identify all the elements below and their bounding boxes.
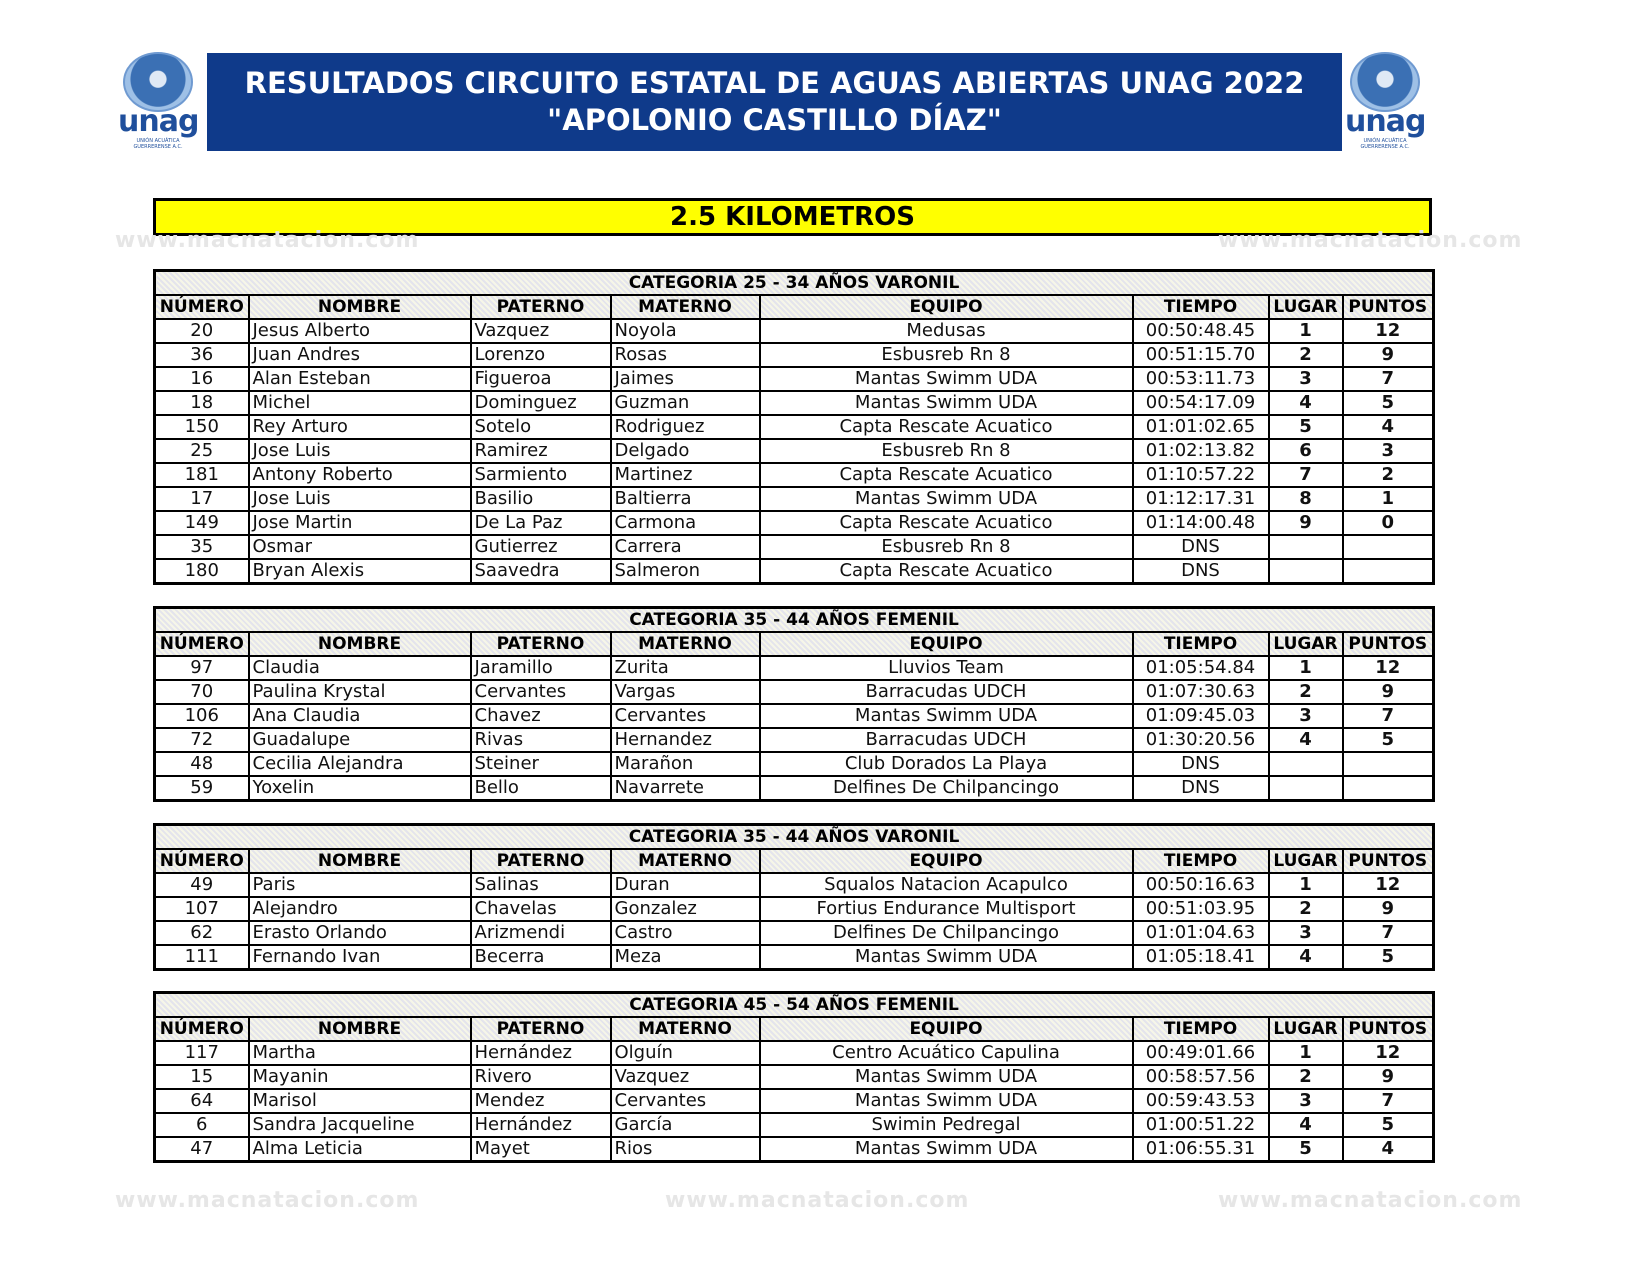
- cell-lugar: 3: [1269, 704, 1343, 728]
- cell-numero: 25: [155, 439, 249, 463]
- cell-materno: Carmona: [611, 511, 760, 535]
- results-table: [153, 269, 1435, 585]
- logo-subtext: UNIÓN ACUÁTICA GUERRERENSE A.C.: [1360, 138, 1410, 150]
- cell-numero: 6: [155, 1113, 249, 1137]
- cell-equipo: Capta Rescate Acuatico: [760, 559, 1133, 584]
- cell-paterno: Vazquez: [471, 319, 611, 343]
- watermark: www.macnatacion.com: [115, 1188, 420, 1213]
- cell-materno: Meza: [611, 945, 760, 970]
- cell-materno: Rosas: [611, 343, 760, 367]
- results-table: [153, 991, 1435, 1163]
- column-header: NOMBRE: [249, 849, 471, 873]
- cell-tiempo: DNS: [1133, 559, 1269, 584]
- cell-tiempo: DNS: [1133, 535, 1269, 559]
- cell-materno: Delgado: [611, 439, 760, 463]
- column-header: NÚMERO: [155, 1017, 249, 1041]
- cell-materno: Gonzalez: [611, 897, 760, 921]
- cell-materno: Guzman: [611, 391, 760, 415]
- cell-nombre: Ana Claudia: [249, 704, 471, 728]
- column-header: TIEMPO: [1133, 295, 1269, 319]
- cell-equipo: Capta Rescate Acuatico: [760, 463, 1133, 487]
- cell-nombre: Rey Arturo: [249, 415, 471, 439]
- table-row: [155, 776, 1434, 801]
- cell-numero: 15: [155, 1065, 249, 1089]
- column-header: PATERNO: [471, 849, 611, 873]
- cell-equipo: Club Dorados La Playa: [760, 752, 1133, 776]
- cell-lugar: 4: [1269, 728, 1343, 752]
- cell-lugar: 3: [1269, 921, 1343, 945]
- cell-materno: Zurita: [611, 656, 760, 680]
- cell-puntos: 5: [1343, 1113, 1434, 1137]
- cell-materno: Duran: [611, 873, 760, 897]
- cell-nombre: Guadalupe: [249, 728, 471, 752]
- cell-puntos: 9: [1343, 680, 1434, 704]
- cell-puntos: 9: [1343, 1065, 1434, 1089]
- cell-numero: 49: [155, 873, 249, 897]
- title-line-1: RESULTADOS CIRCUITO ESTATAL DE AGUAS ABIERTAS UNAG 2022: [244, 66, 1305, 100]
- table-row: [155, 656, 1434, 680]
- cell-nombre: Jose Luis: [249, 439, 471, 463]
- logo-text: unag: [118, 104, 199, 139]
- column-header: PUNTOS: [1343, 849, 1434, 873]
- cell-lugar: [1269, 559, 1343, 584]
- cell-tiempo: DNS: [1133, 776, 1269, 801]
- cell-equipo: Squalos Natacion Acapulco: [760, 873, 1133, 897]
- cell-tiempo: 01:30:20.56: [1133, 728, 1269, 752]
- cell-equipo: Mantas Swimm UDA: [760, 1065, 1133, 1089]
- cell-equipo: Mantas Swimm UDA: [760, 1089, 1133, 1113]
- cell-puntos: 1: [1343, 487, 1434, 511]
- cell-paterno: Mendez: [471, 1089, 611, 1113]
- cell-tiempo: 01:05:54.84: [1133, 656, 1269, 680]
- cell-puntos: [1343, 559, 1434, 584]
- cell-tiempo: 01:12:17.31: [1133, 487, 1269, 511]
- unag-logo-left: [118, 50, 198, 150]
- category-title: CATEGORIA 35 - 44 AÑOS VARONIL: [155, 825, 1434, 850]
- cell-tiempo: 01:14:00.48: [1133, 511, 1269, 535]
- column-header: TIEMPO: [1133, 632, 1269, 656]
- table-row: [155, 752, 1434, 776]
- cell-paterno: Sarmiento: [471, 463, 611, 487]
- cell-puntos: 5: [1343, 728, 1434, 752]
- column-header: PUNTOS: [1343, 1017, 1434, 1041]
- table-row: [155, 367, 1434, 391]
- cell-equipo: Mantas Swimm UDA: [760, 367, 1133, 391]
- column-header: EQUIPO: [760, 295, 1133, 319]
- cell-puntos: 2: [1343, 463, 1434, 487]
- cell-equipo: Esbusreb Rn 8: [760, 343, 1133, 367]
- table-row: [155, 1041, 1434, 1065]
- cell-equipo: Barracudas UDCH: [760, 680, 1133, 704]
- cell-tiempo: 00:58:57.56: [1133, 1065, 1269, 1089]
- cell-numero: 72: [155, 728, 249, 752]
- table-row: [155, 511, 1434, 535]
- column-header: NÚMERO: [155, 632, 249, 656]
- table-row: [155, 873, 1434, 897]
- cell-materno: Castro: [611, 921, 760, 945]
- cell-materno: García: [611, 1113, 760, 1137]
- cell-lugar: 4: [1269, 1113, 1343, 1137]
- cell-numero: 150: [155, 415, 249, 439]
- cell-numero: 181: [155, 463, 249, 487]
- column-header: LUGAR: [1269, 295, 1343, 319]
- column-header: TIEMPO: [1133, 849, 1269, 873]
- cell-paterno: Figueroa: [471, 367, 611, 391]
- cell-puntos: 7: [1343, 704, 1434, 728]
- cell-paterno: Jaramillo: [471, 656, 611, 680]
- cell-paterno: Hernández: [471, 1113, 611, 1137]
- cell-paterno: Arizmendi: [471, 921, 611, 945]
- column-header: NOMBRE: [249, 632, 471, 656]
- cell-materno: Hernandez: [611, 728, 760, 752]
- cell-materno: Rodriguez: [611, 415, 760, 439]
- cell-numero: 48: [155, 752, 249, 776]
- table-row: [155, 945, 1434, 970]
- cell-materno: Rios: [611, 1137, 760, 1162]
- cell-equipo: Delfines De Chilpancingo: [760, 776, 1133, 801]
- cell-paterno: Ramirez: [471, 439, 611, 463]
- cell-lugar: 2: [1269, 897, 1343, 921]
- cell-tiempo: 00:54:17.09: [1133, 391, 1269, 415]
- cell-tiempo: 00:51:03.95: [1133, 897, 1269, 921]
- cell-paterno: Chavelas: [471, 897, 611, 921]
- cell-equipo: Swimin Pedregal: [760, 1113, 1133, 1137]
- cell-paterno: Dominguez: [471, 391, 611, 415]
- cell-puntos: 3: [1343, 439, 1434, 463]
- cell-numero: 107: [155, 897, 249, 921]
- watermark: www.macnatacion.com: [1218, 1188, 1523, 1213]
- cell-lugar: 9: [1269, 511, 1343, 535]
- column-header: MATERNO: [611, 632, 760, 656]
- cell-lugar: 1: [1269, 319, 1343, 343]
- cell-paterno: Saavedra: [471, 559, 611, 584]
- cell-nombre: Sandra Jacqueline: [249, 1113, 471, 1137]
- unag-logo-right: [1345, 50, 1425, 150]
- cell-equipo: Mantas Swimm UDA: [760, 487, 1133, 511]
- cell-paterno: Rivero: [471, 1065, 611, 1089]
- cell-paterno: Chavez: [471, 704, 611, 728]
- cell-paterno: Hernández: [471, 1041, 611, 1065]
- cell-lugar: 1: [1269, 1041, 1343, 1065]
- table-row: [155, 391, 1434, 415]
- cell-materno: Vargas: [611, 680, 760, 704]
- globe-icon: [1350, 52, 1420, 112]
- title-line-2: "APOLONIO CASTILLO DÍAZ": [547, 103, 1002, 137]
- cell-tiempo: 01:02:13.82: [1133, 439, 1269, 463]
- cell-lugar: 2: [1269, 343, 1343, 367]
- cell-paterno: Lorenzo: [471, 343, 611, 367]
- cell-lugar: 5: [1269, 415, 1343, 439]
- cell-materno: Salmeron: [611, 559, 760, 584]
- cell-tiempo: 00:53:11.73: [1133, 367, 1269, 391]
- column-header: MATERNO: [611, 849, 760, 873]
- cell-puntos: 5: [1343, 391, 1434, 415]
- table-row: [155, 1065, 1434, 1089]
- cell-paterno: Mayet: [471, 1137, 611, 1162]
- cell-materno: Cervantes: [611, 1089, 760, 1113]
- cell-equipo: Capta Rescate Acuatico: [760, 511, 1133, 535]
- cell-numero: 70: [155, 680, 249, 704]
- cell-materno: Cervantes: [611, 704, 760, 728]
- watermark: www.macnatacion.com: [1218, 228, 1523, 253]
- cell-lugar: 1: [1269, 656, 1343, 680]
- column-header: NOMBRE: [249, 1017, 471, 1041]
- column-header: NÚMERO: [155, 295, 249, 319]
- table-row: [155, 415, 1434, 439]
- cell-numero: 17: [155, 487, 249, 511]
- cell-tiempo: 01:01:04.63: [1133, 921, 1269, 945]
- cell-puntos: 12: [1343, 656, 1434, 680]
- cell-numero: 18: [155, 391, 249, 415]
- table-row: [155, 559, 1434, 584]
- cell-equipo: Esbusreb Rn 8: [760, 535, 1133, 559]
- cell-puntos: [1343, 752, 1434, 776]
- column-header: PUNTOS: [1343, 295, 1434, 319]
- category-title: CATEGORIA 45 - 54 AÑOS FEMENIL: [155, 993, 1434, 1018]
- cell-numero: 62: [155, 921, 249, 945]
- table-row: [155, 728, 1434, 752]
- cell-numero: 64: [155, 1089, 249, 1113]
- cell-lugar: [1269, 535, 1343, 559]
- column-header: TIEMPO: [1133, 1017, 1269, 1041]
- cell-nombre: Jose Luis: [249, 487, 471, 511]
- column-header: MATERNO: [611, 295, 760, 319]
- table-row: [155, 463, 1434, 487]
- logo-subtext: UNIÓN ACUÁTICA GUERRERENSE A.C.: [133, 138, 183, 150]
- cell-equipo: Lluvios Team: [760, 656, 1133, 680]
- cell-lugar: 5: [1269, 1137, 1343, 1162]
- cell-materno: Navarrete: [611, 776, 760, 801]
- cell-paterno: Basilio: [471, 487, 611, 511]
- cell-lugar: 4: [1269, 945, 1343, 970]
- cell-numero: 59: [155, 776, 249, 801]
- column-header: PATERNO: [471, 1017, 611, 1041]
- cell-lugar: 3: [1269, 1089, 1343, 1113]
- cell-tiempo: DNS: [1133, 752, 1269, 776]
- cell-equipo: Centro Acuático Capulina: [760, 1041, 1133, 1065]
- cell-nombre: Erasto Orlando: [249, 921, 471, 945]
- cell-paterno: Salinas: [471, 873, 611, 897]
- cell-puntos: 12: [1343, 1041, 1434, 1065]
- cell-tiempo: 01:09:45.03: [1133, 704, 1269, 728]
- cell-puntos: 7: [1343, 921, 1434, 945]
- table-row: [155, 1113, 1434, 1137]
- category-title: CATEGORIA 35 - 44 AÑOS FEMENIL: [155, 608, 1434, 633]
- cell-equipo: Capta Rescate Acuatico: [760, 415, 1133, 439]
- cell-puntos: 9: [1343, 897, 1434, 921]
- column-header: LUGAR: [1269, 849, 1343, 873]
- column-header: EQUIPO: [760, 632, 1133, 656]
- cell-numero: 97: [155, 656, 249, 680]
- cell-paterno: Gutierrez: [471, 535, 611, 559]
- cell-nombre: Alma Leticia: [249, 1137, 471, 1162]
- cell-puntos: 7: [1343, 367, 1434, 391]
- watermark: www.macnatacion.com: [665, 1188, 970, 1213]
- cell-puntos: 12: [1343, 319, 1434, 343]
- cell-puntos: [1343, 776, 1434, 801]
- cell-materno: Noyola: [611, 319, 760, 343]
- cell-puntos: [1343, 535, 1434, 559]
- cell-numero: 149: [155, 511, 249, 535]
- results-table: [153, 823, 1435, 971]
- cell-paterno: Steiner: [471, 752, 611, 776]
- cell-paterno: Rivas: [471, 728, 611, 752]
- table-row: [155, 680, 1434, 704]
- column-header: PUNTOS: [1343, 632, 1434, 656]
- cell-lugar: 2: [1269, 1065, 1343, 1089]
- cell-nombre: Yoxelin: [249, 776, 471, 801]
- cell-lugar: 4: [1269, 391, 1343, 415]
- cell-equipo: Mantas Swimm UDA: [760, 945, 1133, 970]
- cell-materno: Baltierra: [611, 487, 760, 511]
- cell-nombre: Jose Martin: [249, 511, 471, 535]
- cell-nombre: Claudia: [249, 656, 471, 680]
- cell-materno: Marañon: [611, 752, 760, 776]
- cell-paterno: De La Paz: [471, 511, 611, 535]
- column-header: PATERNO: [471, 295, 611, 319]
- cell-paterno: Becerra: [471, 945, 611, 970]
- cell-numero: 16: [155, 367, 249, 391]
- cell-nombre: Fernando Ivan: [249, 945, 471, 970]
- column-header: PATERNO: [471, 632, 611, 656]
- cell-tiempo: 00:50:48.45: [1133, 319, 1269, 343]
- cell-puntos: 4: [1343, 1137, 1434, 1162]
- cell-puntos: 9: [1343, 343, 1434, 367]
- results-table: [153, 606, 1435, 802]
- cell-paterno: Bello: [471, 776, 611, 801]
- cell-nombre: Juan Andres: [249, 343, 471, 367]
- cell-numero: 117: [155, 1041, 249, 1065]
- table-row: [155, 921, 1434, 945]
- cell-nombre: Michel: [249, 391, 471, 415]
- cell-puntos: 7: [1343, 1089, 1434, 1113]
- table-row: [155, 897, 1434, 921]
- column-header: EQUIPO: [760, 849, 1133, 873]
- cell-nombre: Alejandro: [249, 897, 471, 921]
- cell-numero: 106: [155, 704, 249, 728]
- cell-equipo: Barracudas UDCH: [760, 728, 1133, 752]
- cell-puntos: 4: [1343, 415, 1434, 439]
- globe-icon: [123, 52, 193, 112]
- cell-lugar: 2: [1269, 680, 1343, 704]
- cell-equipo: Esbusreb Rn 8: [760, 439, 1133, 463]
- cell-nombre: Jesus Alberto: [249, 319, 471, 343]
- table-row: [155, 439, 1434, 463]
- cell-equipo: Mantas Swimm UDA: [760, 391, 1133, 415]
- cell-tiempo: 01:10:57.22: [1133, 463, 1269, 487]
- cell-tiempo: 00:50:16.63: [1133, 873, 1269, 897]
- table-row: [155, 704, 1434, 728]
- cell-equipo: Mantas Swimm UDA: [760, 704, 1133, 728]
- cell-equipo: Mantas Swimm UDA: [760, 1137, 1133, 1162]
- column-header: EQUIPO: [760, 1017, 1133, 1041]
- cell-nombre: Paris: [249, 873, 471, 897]
- cell-numero: 36: [155, 343, 249, 367]
- distance-heading: 2.5 KILOMETROS: [153, 198, 1432, 236]
- cell-materno: Vazquez: [611, 1065, 760, 1089]
- cell-lugar: [1269, 776, 1343, 801]
- table-row: [155, 1089, 1434, 1113]
- cell-nombre: Alan Esteban: [249, 367, 471, 391]
- column-header: MATERNO: [611, 1017, 760, 1041]
- cell-equipo: Fortius Endurance Multisport: [760, 897, 1133, 921]
- cell-nombre: Marisol: [249, 1089, 471, 1113]
- cell-lugar: 7: [1269, 463, 1343, 487]
- cell-tiempo: 01:01:02.65: [1133, 415, 1269, 439]
- cell-lugar: 3: [1269, 367, 1343, 391]
- table-row: [155, 343, 1434, 367]
- cell-numero: 47: [155, 1137, 249, 1162]
- cell-tiempo: 01:05:18.41: [1133, 945, 1269, 970]
- cell-puntos: 5: [1343, 945, 1434, 970]
- cell-nombre: Osmar: [249, 535, 471, 559]
- cell-numero: 180: [155, 559, 249, 584]
- cell-materno: Olguín: [611, 1041, 760, 1065]
- cell-nombre: Martha: [249, 1041, 471, 1065]
- cell-nombre: Paulina Krystal: [249, 680, 471, 704]
- cell-equipo: Medusas: [760, 319, 1133, 343]
- cell-tiempo: 00:59:43.53: [1133, 1089, 1269, 1113]
- table-row: [155, 535, 1434, 559]
- cell-nombre: Bryan Alexis: [249, 559, 471, 584]
- watermark: www.macnatacion.com: [115, 228, 420, 253]
- cell-tiempo: 01:06:55.31: [1133, 1137, 1269, 1162]
- cell-nombre: Mayanin: [249, 1065, 471, 1089]
- cell-nombre: Cecilia Alejandra: [249, 752, 471, 776]
- title-banner: [207, 53, 1342, 151]
- cell-paterno: Cervantes: [471, 680, 611, 704]
- cell-nombre: Antony Roberto: [249, 463, 471, 487]
- cell-materno: Martinez: [611, 463, 760, 487]
- table-row: [155, 319, 1434, 343]
- column-header: NÚMERO: [155, 849, 249, 873]
- column-header: LUGAR: [1269, 1017, 1343, 1041]
- column-header: NOMBRE: [249, 295, 471, 319]
- cell-numero: 20: [155, 319, 249, 343]
- cell-puntos: 12: [1343, 873, 1434, 897]
- cell-lugar: 1: [1269, 873, 1343, 897]
- cell-materno: Carrera: [611, 535, 760, 559]
- cell-tiempo: 01:00:51.22: [1133, 1113, 1269, 1137]
- column-header: LUGAR: [1269, 632, 1343, 656]
- cell-numero: 111: [155, 945, 249, 970]
- cell-puntos: 0: [1343, 511, 1434, 535]
- cell-equipo: Delfines De Chilpancingo: [760, 921, 1133, 945]
- cell-materno: Jaimes: [611, 367, 760, 391]
- cell-paterno: Sotelo: [471, 415, 611, 439]
- cell-tiempo: 00:51:15.70: [1133, 343, 1269, 367]
- cell-lugar: [1269, 752, 1343, 776]
- cell-tiempo: 00:49:01.66: [1133, 1041, 1269, 1065]
- table-row: [155, 1137, 1434, 1162]
- logo-text: unag: [1345, 104, 1426, 139]
- cell-numero: 35: [155, 535, 249, 559]
- table-row: [155, 487, 1434, 511]
- category-title: CATEGORIA 25 - 34 AÑOS VARONIL: [155, 271, 1434, 296]
- cell-tiempo: 01:07:30.63: [1133, 680, 1269, 704]
- cell-lugar: 8: [1269, 487, 1343, 511]
- cell-lugar: 6: [1269, 439, 1343, 463]
